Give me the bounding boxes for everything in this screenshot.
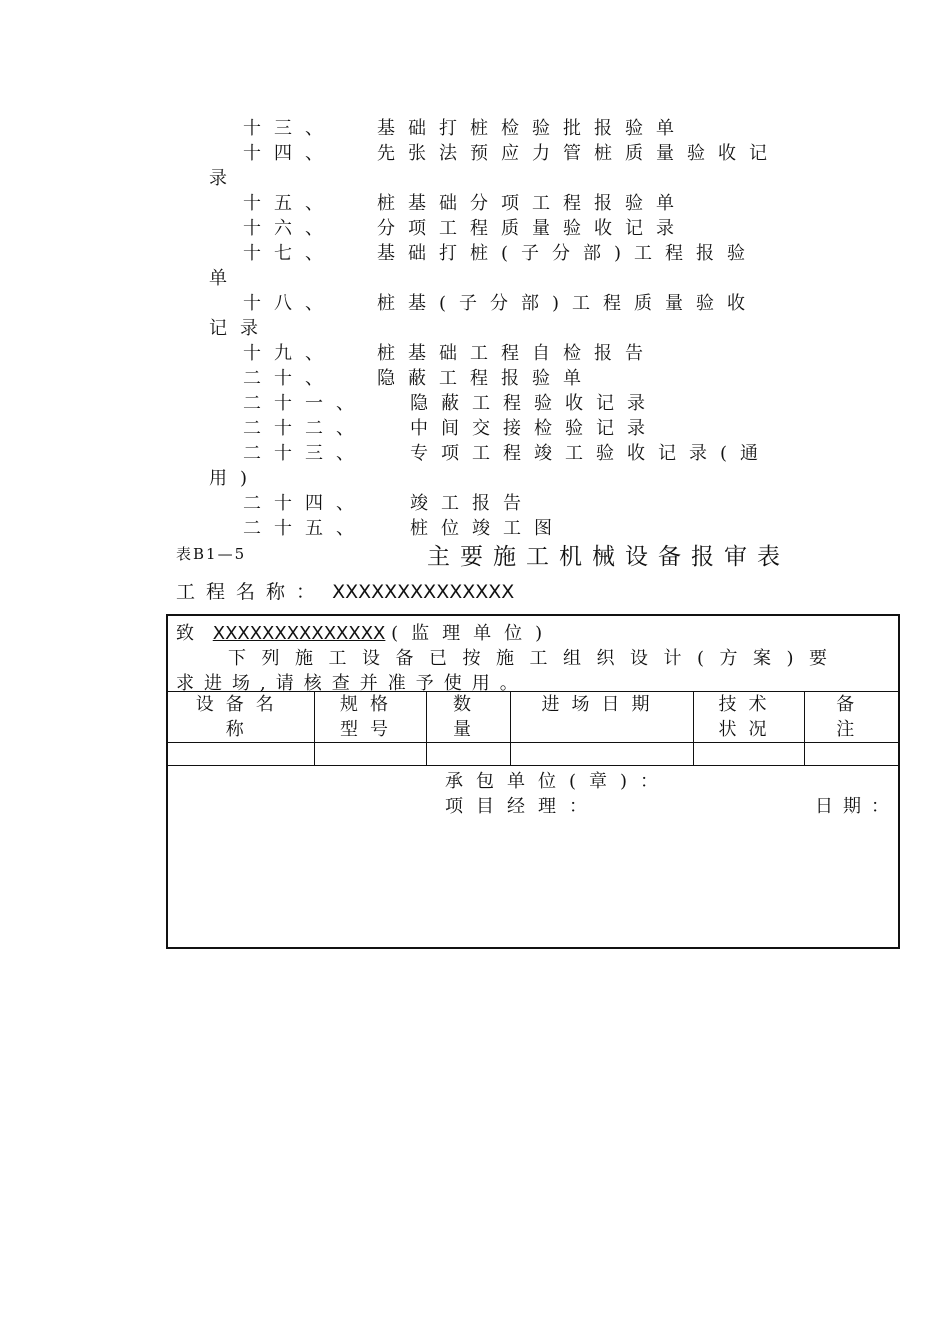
toc-item-number: 十七、 xyxy=(243,243,336,264)
request-text-line1: 下列施工设备已按施工组织设计(方案)要 xyxy=(228,648,843,669)
toc-item-number: 二十五、 xyxy=(243,518,367,539)
toc-item-text: 基础打桩检验批报验单 xyxy=(377,118,687,139)
form-code: 表B1—5 xyxy=(176,545,247,563)
table-cell[interactable] xyxy=(693,743,804,766)
contractor-label: 承包单位(章)： xyxy=(445,771,672,792)
toc-item-number: 二十、 xyxy=(243,368,336,389)
toc-item-number: 十四、 xyxy=(243,143,336,164)
form-title: 主要施工机械设备报审表 xyxy=(427,544,790,570)
toc-item-text: 分项工程质量验收记录 xyxy=(377,218,687,239)
project-name-label: 工程名称： xyxy=(176,581,327,603)
header-line: 称 xyxy=(225,719,256,740)
addressee-suffix: (监理单位) xyxy=(391,623,556,644)
column-header-tech-status xyxy=(693,692,804,743)
toc-item-number: 二十四、 xyxy=(243,493,367,514)
toc-item-text: 桩位竣工图 xyxy=(410,518,565,539)
toc-item-text: 专项工程竣工验收记录(通 xyxy=(410,443,772,464)
toc-item-text: 隐蔽工程验收记录 xyxy=(410,393,658,414)
header-line: 设备名 xyxy=(195,694,286,715)
addressee-prefix: 致 xyxy=(176,623,207,644)
date-label: 日期： xyxy=(815,796,899,817)
toc-item-text: 桩基础工程自检报告 xyxy=(377,343,656,364)
equipment-table xyxy=(168,691,898,766)
addressee-line xyxy=(176,619,555,645)
toc-item-wrap: 单 xyxy=(209,268,240,289)
toc-item-wrap: 用) xyxy=(209,468,261,489)
equipment-form xyxy=(166,614,900,949)
toc-item-wrap: 记录 xyxy=(209,318,271,339)
table-cell[interactable] xyxy=(510,743,693,766)
toc-item-wrap: 录 xyxy=(209,168,240,189)
toc-item-number: 二十三、 xyxy=(243,443,367,464)
toc-item-number: 十五、 xyxy=(243,193,336,214)
table-row xyxy=(168,743,898,766)
header-line: 量 xyxy=(453,719,483,740)
header-line: 状况 xyxy=(718,719,779,740)
column-header-device-name xyxy=(168,692,314,743)
header-line: 进场日期 xyxy=(541,694,662,715)
table-header-row xyxy=(168,692,898,743)
header-line: 注 xyxy=(836,719,867,740)
request-text-line2: 求进场,请核查并准予使用。 xyxy=(176,673,528,694)
header-line: 型号 xyxy=(340,719,400,740)
toc-item-text: 中间交接检验记录 xyxy=(410,418,658,439)
toc-item-number: 十九、 xyxy=(243,343,336,364)
toc-item-number: 十三、 xyxy=(243,118,336,139)
header-line: 规格 xyxy=(340,694,400,715)
toc-item-text: 桩基(子分部)工程质量验收 xyxy=(377,293,759,314)
toc-item-number: 二十一、 xyxy=(243,393,367,414)
toc-item-text: 先张法预应力管桩质量验收记 xyxy=(377,143,780,164)
project-manager-label: 项目经理： xyxy=(445,796,600,817)
toc-item-number: 十六、 xyxy=(243,218,336,239)
table-cell[interactable] xyxy=(314,743,426,766)
toc-item-number: 十八、 xyxy=(243,293,336,314)
header-line: 数 xyxy=(453,694,483,715)
toc-item-text: 竣工报告 xyxy=(410,493,534,514)
toc-item-text: 基础打桩(子分部)工程报验 xyxy=(377,243,759,264)
column-header-spec-model xyxy=(314,692,426,743)
column-header-remarks xyxy=(804,692,898,743)
toc-item-text: 桩基础分项工程报验单 xyxy=(377,193,687,214)
header-line: 备 xyxy=(836,694,867,715)
project-name-value: XXXXXXXXXXXXXX xyxy=(332,581,515,603)
table-cell[interactable] xyxy=(426,743,510,766)
column-header-entry-date xyxy=(510,692,693,743)
toc-item-number: 二十二、 xyxy=(243,418,367,439)
addressee-value: XXXXXXXXXXXXXX xyxy=(212,623,386,644)
table-cell[interactable] xyxy=(168,743,314,766)
toc-item-text: 隐蔽工程报验单 xyxy=(377,368,594,389)
project-name-row xyxy=(176,577,514,604)
column-header-quantity xyxy=(426,692,510,743)
header-line: 技术 xyxy=(718,694,779,715)
table-cell[interactable] xyxy=(804,743,898,766)
